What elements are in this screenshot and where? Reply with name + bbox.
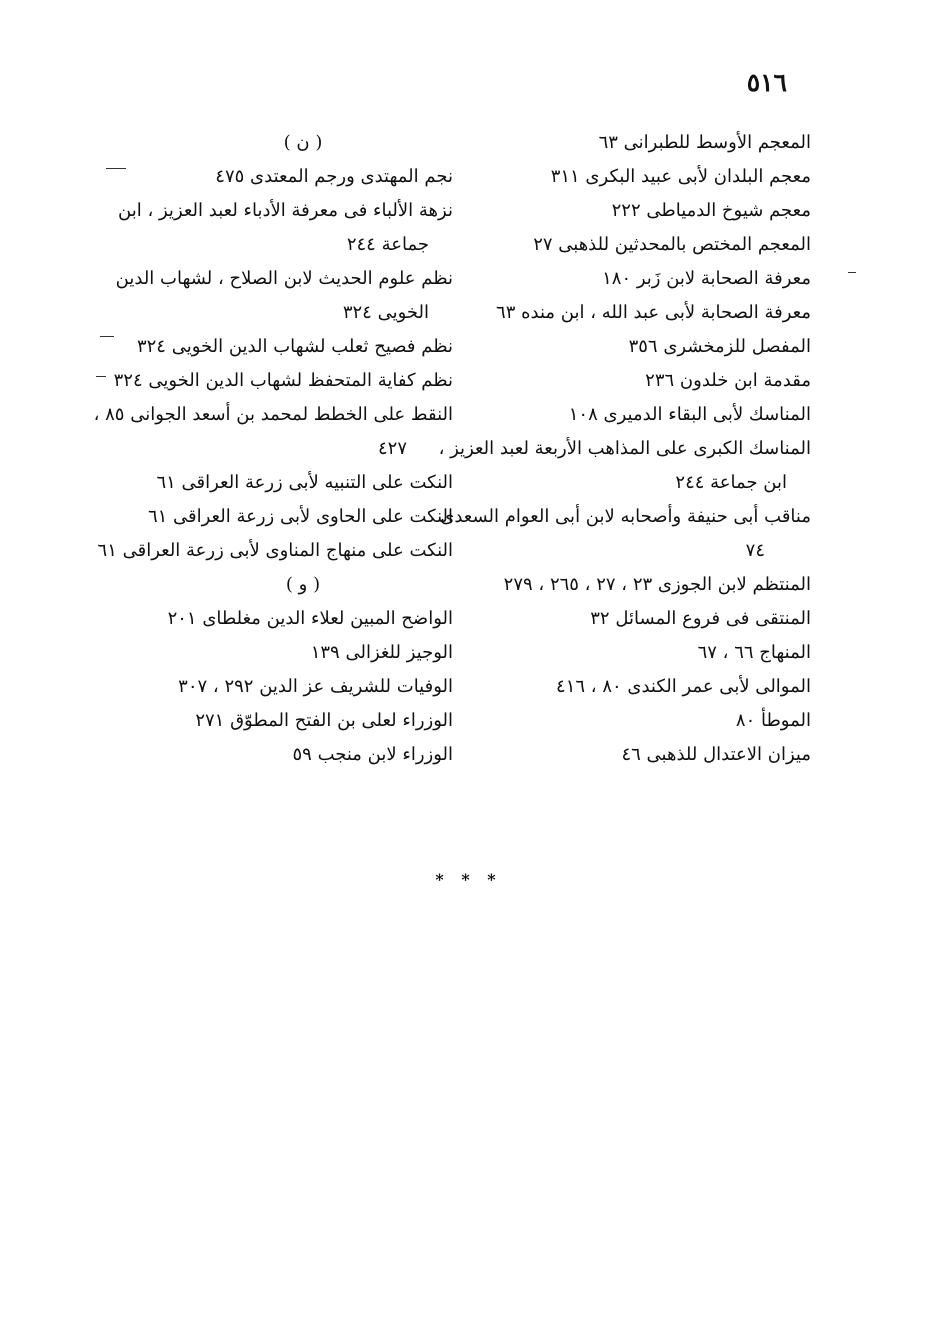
- index-entry: [113, 160, 453, 194]
- index-entry: [471, 602, 811, 636]
- entry-text: النكت على الحاوى لأبى زرعة العراقى ٦١: [147, 506, 453, 527]
- entry-text: مقدمة ابن خلدون ٢٣٦: [645, 370, 811, 391]
- entry-text: الوفيات للشريف عز الدين ٢٩٢ ، ٣٠٧: [178, 676, 453, 697]
- entry-text: المنتظم لابن الجوزى ٢٣ ، ٢٧ ، ٢٦٥ ، ٢٧٩: [503, 574, 811, 595]
- entry-text: نجم المهتدى ورجم المعتدى ٤٧٥: [215, 166, 453, 187]
- entry-continuation: ٧٤: [745, 540, 765, 561]
- index-entry: [471, 194, 811, 228]
- entry-text: المنتقى فى فروع المسائل ٣٢: [590, 608, 811, 629]
- index-entry: [471, 636, 811, 670]
- index-column-right: [438, 126, 811, 772]
- entry-text: مناقب أبى حنيفة وأصحابه لابن أبى العوام السعدى: [440, 506, 811, 527]
- entry-text: معرفة الصحابة لابن زَبر ١٨٠: [602, 268, 811, 289]
- index-entry: [113, 262, 453, 330]
- index-entry: [93, 398, 453, 466]
- margin-mark: [100, 336, 114, 337]
- index-entry: [440, 500, 811, 568]
- entry-text: المنهاج ٦٦ ، ٦٧: [697, 642, 811, 663]
- index-column-left: [93, 126, 453, 772]
- entry-text: معجم البلدان لأبى عبيد البكرى ٣١١: [550, 166, 811, 187]
- entry-text: نظم كفاية المتحفظ لشهاب الدين الخويى ٣٢٤: [113, 370, 453, 391]
- entry-text: المناسك الكبرى على المذاهب الأربعة لعبد العزيز ،: [438, 438, 811, 459]
- index-entry: [113, 194, 453, 262]
- index-entry: [471, 296, 811, 330]
- index-entry: [471, 704, 811, 738]
- index-entry: [471, 126, 811, 160]
- index-entry: [113, 704, 453, 738]
- margin-mark: [96, 376, 106, 377]
- entry-text: الموالى لأبى عمر الكندى ٨٠ ، ٤١٦: [556, 676, 811, 697]
- section-header-waw: ( و ): [285, 574, 321, 595]
- index-entry: [471, 262, 811, 296]
- entry-text: معرفة الصحابة لأبى عبد الله ، ابن منده ٦٣: [496, 302, 811, 323]
- index-entry: [113, 602, 453, 636]
- entry-text: المفصل للزمخشرى ٣٥٦: [628, 336, 811, 357]
- index-entry: [113, 636, 453, 670]
- index-entry: [471, 568, 811, 602]
- entry-continuation: ابن جماعة ٢٤٤: [675, 472, 787, 493]
- entry-text: النكت على التنبيه لأبى زرعة العراقى ٦١: [156, 472, 453, 493]
- index-entry: [113, 330, 453, 364]
- end-of-section-stars: * * *: [435, 870, 502, 889]
- entry-text: الوجيز للغزالى ١٣٩: [310, 642, 453, 663]
- index-entry: [113, 364, 453, 398]
- entry-text: المناسك لأبى البقاء الدميرى ١٠٨: [568, 404, 811, 425]
- entry-text: النكت على منهاج المناوى لأبى زرعة العراقى ٦١: [97, 540, 453, 561]
- entry-text: نظم فصيح ثعلب لشهاب الدين الخويى ٣٢٤: [136, 336, 453, 357]
- margin-mark: [106, 168, 126, 169]
- margin-mark: [848, 272, 856, 273]
- index-entry: [471, 670, 811, 704]
- index-entry: [97, 534, 453, 568]
- entry-text: الوزراء لابن منجب ٥٩: [292, 744, 453, 765]
- index-entry: [471, 738, 811, 772]
- index-entry: [471, 228, 811, 262]
- page-number: ٥١٦: [746, 68, 787, 97]
- entry-text: النقط على الخطط لمحمد بن أسعد الجوانى ٨٥ ،: [93, 404, 453, 425]
- entry-text: الوزراء لعلى بن الفتح المطوّق ٢٧١: [195, 710, 453, 731]
- entry-continuation: جماعة ٢٤٤: [346, 234, 429, 255]
- index-entry: [113, 500, 453, 534]
- entry-text: ميزان الاعتدال للذهبى ٤٦: [621, 744, 811, 765]
- entry-text: الواضح المبين لعلاء الدين مغلطاى ٢٠١: [167, 608, 453, 629]
- entry-continuation: ٤٢٧: [377, 438, 407, 459]
- entry-text: معجم شيوخ الدمياطى ٢٢٢: [611, 200, 811, 221]
- index-entry: [113, 670, 453, 704]
- index-entry: [471, 398, 811, 432]
- index-entry: [471, 364, 811, 398]
- entry-continuation: الخويى ٣٢٤: [342, 302, 429, 323]
- index-entry: [471, 160, 811, 194]
- entry-text: الموطأ ٨٠: [735, 710, 811, 731]
- index-entry: [471, 330, 811, 364]
- index-entry: [438, 432, 811, 500]
- index-entry: [113, 738, 453, 772]
- entry-text: نزهة الألباء فى معرفة الأدباء لعبد العزيز ، ابن: [118, 200, 453, 221]
- index-entry: [113, 466, 453, 500]
- entry-text: نظم علوم الحديث لابن الصلاح ، لشهاب الدين: [115, 268, 453, 289]
- entry-text: المعجم الأوسط للطبرانى ٦٣: [598, 132, 811, 153]
- section-header-nun: ( ن ): [283, 132, 323, 153]
- entry-text: المعجم المختص بالمحدثين للذهبى ٢٧: [533, 234, 811, 255]
